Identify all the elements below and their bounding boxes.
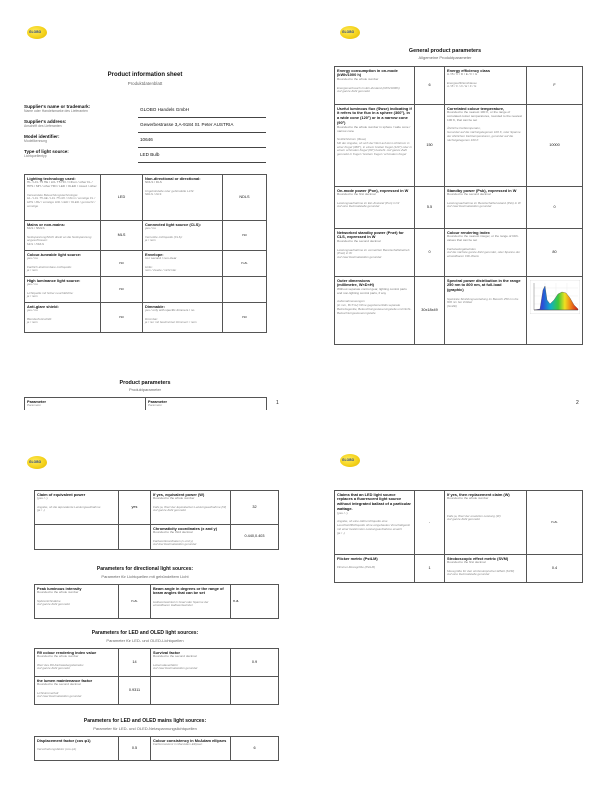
colour-tuneable-value: no bbox=[101, 251, 143, 277]
lumen-maintenance-label: the lumen maintenance factor Rounded to the second decimal Lichtstromerhalt Auf zwei Dezimalstellen gerundet bbox=[35, 677, 119, 705]
product-parameters-subtitle: Produktparameter bbox=[128, 387, 161, 392]
luminous-flux-value: 150 bbox=[415, 105, 445, 187]
globo-logo: GLOBO bbox=[340, 454, 360, 467]
page-subtitle: Produktdatenblatt bbox=[127, 81, 163, 86]
empty-cell bbox=[231, 677, 279, 705]
empty-cell bbox=[151, 677, 231, 705]
stroboscopic-label: Stroboscopic effect metric (SVM) Rounded to the first decimal Messgröße für den stroboskopischen Effekt (SVM) Auf eine Dezimalstelle gerundet bbox=[445, 555, 527, 583]
page-4 bbox=[310, 410, 580, 790]
outer-dimensions-label: Outer dimensions (millimetre, W×D×H) Without separate control gear, lighting control parts and non-lighting control parts, if any Außenabmessungen (in mm, B×T×H) Ohne gegebenenfalls separate Betriebsgeräte, Beleuchtungssteuerungsteile und Nicht-Beleuchtungssteuerungsteile bbox=[335, 277, 415, 345]
mains-section-subtitle: Parameter für LED- und OLED-Netzspannungslichtquellen bbox=[93, 726, 197, 731]
supplier-address-value: Gewerbestrasse 3,A-9184 St. Peter AUSTRIA bbox=[140, 122, 234, 127]
replacement-claim-value: - bbox=[415, 491, 445, 555]
supplier-name-value: GLOBO Handels GmbH bbox=[140, 107, 190, 112]
mains-value: MLS bbox=[101, 221, 143, 251]
page-number: 1 bbox=[276, 400, 279, 406]
networked-standby-label: Networked standby power (Pnet) for CLS, expressed in W Rounded to the second decimal Leistungsaufnahme im vernetzten Bereitschaftsbetrieb (Pnet) in W Auf zwei Dezimalstellen gerundet bbox=[335, 229, 415, 277]
envelope-value: n.a. bbox=[223, 251, 267, 277]
equivalent-power-value: 32 bbox=[231, 491, 279, 525]
replacement-claim-label: Claims that an LED light source replaces a fluorescent light source without integrated ballast of a particular wattage. (yes / -) Angabe, ob eine LED-Lichtquelle eine Leuchtstofflichtquelle ohne eingebautes Vorschaltgerät mit einer bestimmten Leistungsaufnahme ersetzt (ja / -) bbox=[335, 491, 415, 555]
equivalent-power-claim-value: yes bbox=[119, 491, 151, 525]
page-3 bbox=[10, 410, 280, 790]
cct-label: Correlated colour temperature, Rounded to the nearest 100 K, or the range of correlated colour temperatures, rounded to the nearest 100 K, that can be set Ähnliche Farbtemperatur, Gerundet auf die nächstgelegenen 100 K, oder Spanne der ähnlichen Farbtemperaturen, gerundet auf die nächstgelegenen 100 K bbox=[445, 105, 527, 187]
directional-section-subtitle: Parameter für Lichtquellen mit gebündeltem Licht bbox=[101, 574, 189, 579]
directional-section-title: Parameters for directional light sources: bbox=[96, 566, 194, 572]
anti-glare-value: no bbox=[101, 303, 143, 333]
led-section-subtitle: Parameter für LED- und OLED-Lichtquellen bbox=[106, 638, 184, 643]
replacement-wattage-value: n.a. bbox=[527, 491, 583, 555]
on-mode-power-value: 5.5 bbox=[415, 187, 445, 229]
stroboscopic-value: 0.4 bbox=[527, 555, 583, 583]
led-table bbox=[34, 648, 279, 705]
model-identifier-value: 10646 bbox=[140, 137, 153, 142]
flicker-metric-value: 1 bbox=[415, 555, 445, 583]
cri-value: 80 bbox=[527, 229, 583, 277]
divider bbox=[138, 117, 266, 118]
replacement-wattage-label: If yes, then replacement claim (W) Rounded to the whole number Falls ja, Wert der ersetzten Leistung (W) Auf ganze Zahl gerundet bbox=[445, 491, 527, 555]
product-parameters-title: Product parameters bbox=[119, 380, 171, 386]
directional-table bbox=[34, 584, 279, 619]
globo-logo: GLOBO bbox=[340, 26, 360, 39]
outer-dimensions-value: 30x18x49 bbox=[415, 277, 445, 345]
divider bbox=[138, 147, 266, 148]
chromaticity-label: Chromaticity coordinates (x and y) Rounded to the third decimal Farbwertkoordinaten (x und y) Auf drei Dezimalstellen gerundet bbox=[151, 525, 231, 550]
lighting-technology-value: LED bbox=[101, 175, 143, 221]
high-luminance-label: High luminance light source: yes / no Lichtquelle mit hoher Leuchtdichte: ja / nein bbox=[25, 277, 101, 303]
page-2 bbox=[310, 20, 580, 400]
beam-angle-value: n.a. bbox=[231, 585, 279, 619]
dimmable-value: no bbox=[223, 303, 267, 333]
page-1 bbox=[10, 20, 280, 400]
param-header-right: Parameter Parameter bbox=[146, 398, 267, 412]
colour-consistency-value: 6 bbox=[231, 737, 279, 761]
spectrum-graph bbox=[530, 280, 580, 314]
led-section-title: Parameters for LED and OLED light sources: bbox=[91, 630, 199, 636]
peak-intensity-label: Peak luminous intensity Rounded to the whole number Spitzenlichtstärke Auf ganze Zahl gerundet bbox=[35, 585, 119, 619]
equivalent-power-label: If yes, equivalent power (W) Rounded to the whole number Falls ja, Wert der äquivalenten Leistungsaufnahme (W) Auf ganze Zahl gerundet bbox=[151, 491, 231, 525]
mains-section-title: Parameters for LED and OLED mains light sources: bbox=[83, 718, 207, 724]
empty-cell bbox=[143, 277, 223, 303]
equivalent-power-claim-label: Claim of equivalent power (yes / -) Angabe, ob die äquivalente Leistungsaufnahme (ja / -) bbox=[35, 491, 119, 525]
standby-power-value: 0 bbox=[527, 187, 583, 229]
general-params-table bbox=[334, 66, 583, 345]
lighting-technology-label: Lighting technology used: HL / LFL T5 HE / LFL T5 HO / CFLni / other FL / HPS / MH / other HID / LED / OLED / mixed / other Verwendete Beleuchtungstechnologie: HL / LFL T5 HE / LFL T5 HO / CFLni / sonstige FL / HPS / MH / sonstige HID / LED / OLED / gemischt / sonstige bbox=[25, 175, 101, 221]
survival-factor-label: Survival factor Rounded to the second decimal Lebensdauerfaktor Auf zwei Dezimalstellen gerundet bbox=[151, 649, 231, 677]
colour-consistency-label: Colour consistency in McAdam ellipses Farbkonsistenz in MacAdam-Ellipsen bbox=[151, 737, 231, 761]
peak-intensity-value: n.a. bbox=[119, 585, 151, 619]
param-header-left: Parameter Parameter bbox=[25, 398, 146, 412]
dimmable-label: Dimmable: yes / only with specific dimmers / no Dimmbar: ja / nur mit bestimmten Dimmern / nein bbox=[143, 303, 223, 333]
globo-logo: GLOBO bbox=[27, 456, 47, 469]
page-title: Product information sheet bbox=[107, 72, 183, 78]
mains-label: Mains or non-mains: MLS / NMLS Netzspannung/Nicht direkt an die Netzspannung angeschlossen: MLS / NMLS bbox=[25, 221, 101, 251]
empty-cell bbox=[223, 277, 267, 303]
energy-consumption-value: 6 bbox=[415, 67, 445, 105]
empty-cell bbox=[119, 525, 151, 550]
supplier-address-label: Supplier's address: Anschrift des Lieferanten bbox=[24, 119, 67, 128]
energy-class-label: Energy efficiency class A / B / C / D / E / F / G Energieeffizienzklasse A / B / C / D / E / F / G bbox=[445, 67, 527, 105]
luminous-flux-label: Useful luminous flux (Φuse) indicating if it refers to the flux in a sphere (360°), in a wide cone (120°) or in a narrow cone (90°) Rounded to the whole number in sphere / wide cone / narrow cone Nutzlichtstrom (Φuse) Mit der Angabe, ob sich der Wert auf den Lichtstrom in einer Kugel (360°), in einem breiten Kegel (120°) oder in einem schmalen Kegel (90°) bezieht. Auf ganze Zahl gerundet in Kugel / breitem Kegel / schmalem Kegel bbox=[335, 105, 415, 187]
directional-value: NDLS bbox=[223, 175, 267, 221]
energy-consumption-label: Energy consumption in on-mode (kWh/1000 h) Rounded to the whole number Energieverbrauch im Ein-Zustand (kWh/1000h) Auf ganze Zahl gerundet bbox=[335, 67, 415, 105]
globo-logo: GLOBO bbox=[27, 26, 47, 39]
flicker-metric-label: Flicker metric (PstLM) Flimmer-Messgröße (PstLM) bbox=[335, 555, 415, 583]
light-source-type-label: Type of light source: Lichtquellentyp bbox=[24, 149, 69, 158]
replacement-table bbox=[334, 490, 583, 583]
technology-table bbox=[24, 174, 267, 333]
anti-glare-label: Anti-glare shield: yes / no Blendschutzschild: ja / nein bbox=[25, 303, 101, 333]
supplier-name-label: Supplier's name or trademark: Name oder Handelsmarke des Lieferanten bbox=[24, 104, 91, 113]
survival-factor-value: 0.9 bbox=[231, 649, 279, 677]
model-identifier-label: Model identifier: Modellkennung bbox=[24, 134, 60, 143]
chromaticity-value: 0.440,0.403 bbox=[231, 525, 279, 550]
displacement-factor-label: Displacement factor (cos φ1) Verschiebungsfaktor (cos φ1) bbox=[35, 737, 119, 761]
divider bbox=[138, 162, 266, 163]
empty-cell bbox=[35, 525, 119, 550]
lumen-maintenance-value: 0.9311 bbox=[119, 677, 151, 705]
energy-class-value: F bbox=[527, 67, 583, 105]
page-number: 2 bbox=[576, 400, 579, 406]
colour-tuneable-label: Colour-tuneable light source: yes / no Farblich abstimmbare Lichtquelle: ja / nein bbox=[25, 251, 101, 277]
displacement-factor-value: 0.5 bbox=[119, 737, 151, 761]
cls-value: no bbox=[223, 221, 267, 251]
standby-power-label: Standby power (Psb), expressed in W Rounded to the second decimal Leistungsaufnahme im Bereitschaftszustand (Psb) in W Auf zwei Dezimalstellen gerundet bbox=[445, 187, 527, 229]
cct-value: 10000 bbox=[527, 105, 583, 187]
directional-label: Non-directional or directional: NDLS / DLS Ungebündelte oder gebündelte Licht: NDLS / DLS bbox=[143, 175, 223, 221]
cri-label: Colour rendering index Rounded to the nearest integer, or the range of CRI-values that can be set Farbwiedergabeindex Auf die nächste ganze Zahl gerundet, oder Spanne der einstellbaren CRI-Werte bbox=[445, 229, 527, 277]
general-params-subtitle: Allgemeine Produktparameter bbox=[418, 55, 472, 60]
high-luminance-value: no bbox=[101, 277, 143, 303]
spectral-distribution-label: Spectral power distribution in the range 250 nm to 800 nm, at full-load (graphic) Spektrale Strahlungsverteilung im Bereich 250 nm bis 800 nm bei Volllast (Grafik) bbox=[445, 277, 527, 345]
cls-label: Connected light source (CLS): yes / no Vernetzte Lichtquelle (CLS): ja / nein bbox=[143, 221, 223, 251]
general-params-title: General product parameters bbox=[408, 48, 482, 54]
beam-angle-label: Beam angle in degrees or the range of beam angles that can be set Halbwertswinkel in Grad oder Spanne der einstellbaren Halbwertswinkel bbox=[151, 585, 231, 619]
on-mode-power-label: On-mode power (Pon), expressed in W Rounded to the first decimal Leistungsaufnahme im Ein-Zustand (Pon) in W Auf eine Dezimalstelle gerundet bbox=[335, 187, 415, 229]
divider bbox=[138, 132, 266, 133]
mains-table bbox=[34, 736, 279, 761]
equivalent-power-table bbox=[34, 490, 279, 550]
networked-standby-value: 0 bbox=[415, 229, 445, 277]
envelope-label: Envelope: no / second / non-clear Hülle: nein / zweite / nicht klar bbox=[143, 251, 223, 277]
r9-index-value: 14 bbox=[119, 649, 151, 677]
light-source-type-value: LED Bulb bbox=[140, 152, 160, 157]
spectral-graph-cell bbox=[527, 277, 583, 345]
r9-index-label: R9 colour rendering index value Rounded to the whole number Wert des R9-Farbwiedergabeindex Auf ganze Zahl gerundet bbox=[35, 649, 119, 677]
